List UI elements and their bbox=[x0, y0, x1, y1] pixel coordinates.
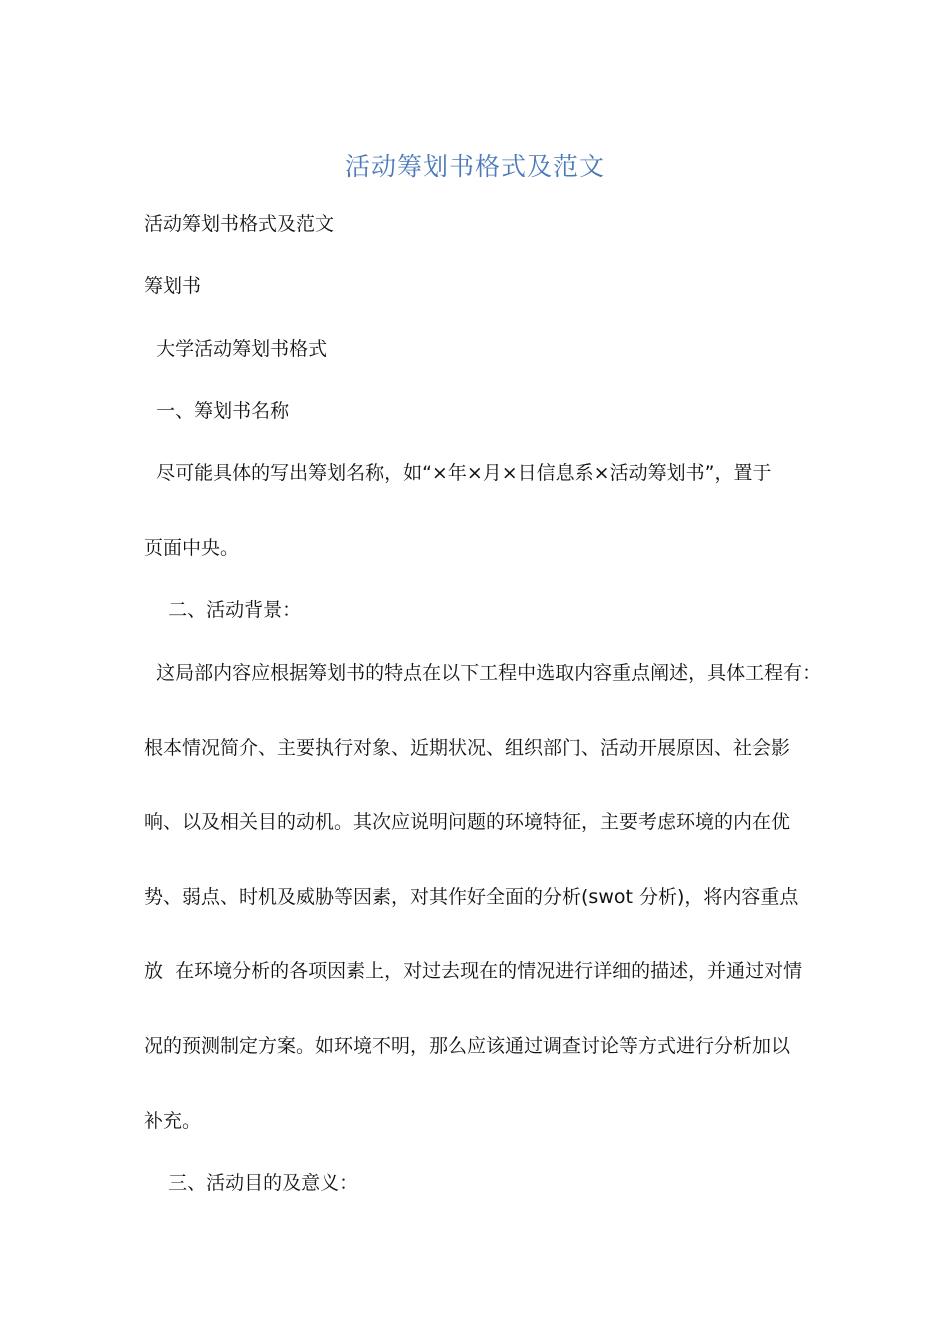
text-line: 尽可能具体的写出筹划名称，如“×年×月×日信息系×活动筹划书”，置于 bbox=[144, 462, 772, 484]
text-line: 放 在环境分析的各项因素上，对过去现在的情况进行详细的描述，并通过对情 bbox=[144, 960, 803, 982]
document-title: 活动筹划书格式及范文 bbox=[344, 152, 605, 181]
text-line: 根本情况简介、主要执行对象、近期状况、组织部门、活动开展原因、社会影 bbox=[144, 737, 791, 759]
text-line: 势、弱点、时机及威胁等因素，对其作好全面的分析(swot 分析)，将内容重点 bbox=[144, 886, 799, 908]
text-line: 补充。 bbox=[144, 1110, 202, 1132]
text-line: 筹划书 bbox=[144, 275, 202, 297]
text-line: 活动筹划书格式及范文 bbox=[144, 213, 335, 235]
text-line: 大学活动筹划书格式 bbox=[144, 338, 328, 360]
text-line: 这局部内容应根据筹划书的特点在以下工程中选取内容重点阐述，具体工程有： bbox=[144, 662, 822, 684]
text-line: 页面中央。 bbox=[144, 537, 240, 559]
text-line: 响、以及相关目的动机。其次应说明问题的环境特征，主要考虑环境的内在优 bbox=[144, 811, 791, 833]
section-heading: 一、筹划书名称 bbox=[144, 400, 290, 422]
section-heading: 二、活动背景： bbox=[144, 599, 302, 621]
section-heading: 三、活动目的及意义： bbox=[144, 1172, 359, 1194]
text-line: 况的预测制定方案。如环境不明，那么应该通过调查讨论等方式进行分析加以 bbox=[144, 1035, 791, 1057]
